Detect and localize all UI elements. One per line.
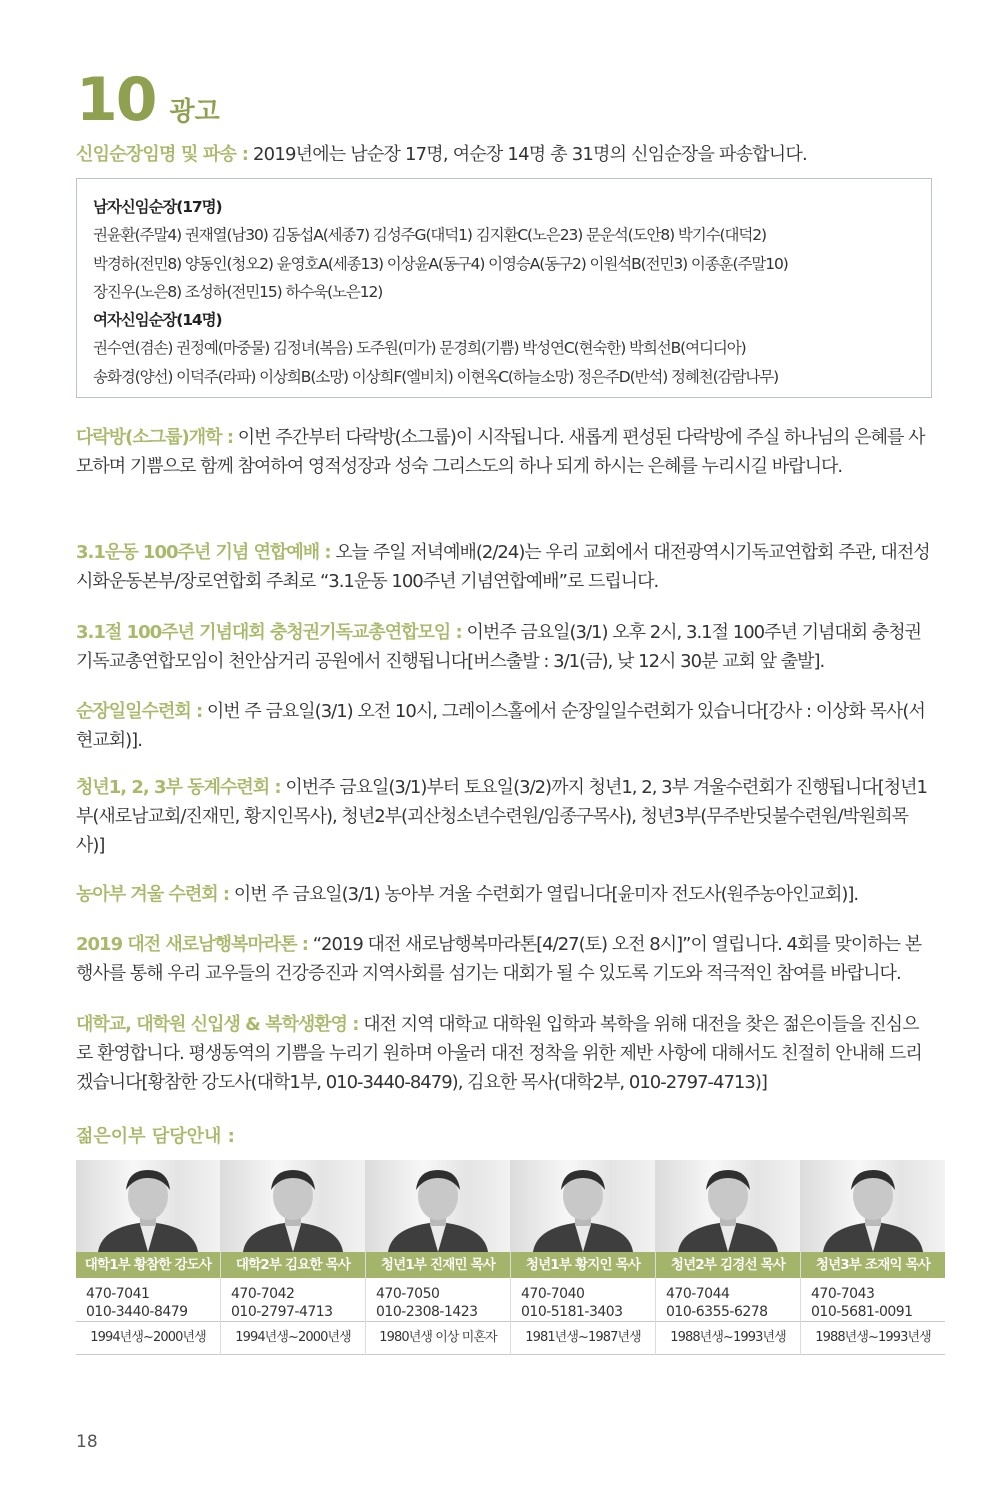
staff-phones bbox=[511, 1278, 655, 1322]
notice-leader-retreat bbox=[76, 697, 934, 755]
staff-photo bbox=[656, 1160, 800, 1252]
staff-mobile: 010-5181-3403 bbox=[521, 1304, 623, 1320]
staff-card bbox=[76, 1160, 221, 1355]
notice-text: 이번주 금요일(3/1)부터 토요일(3/2)까지 청년1, 2, 3부 겨울수련회가 진행됩니다[청년1부(새로남교회/진재민, 황지인목사), 청년2부(괴산청소년수련원/임종구목사), 청년3부(무주반딧불수련원/박원희목사)] bbox=[76, 777, 927, 856]
staff-card bbox=[221, 1160, 366, 1355]
staff-card bbox=[511, 1160, 656, 1355]
notice-label: 대학교, 대학원 신입생 & 복학생환영 : bbox=[76, 1014, 359, 1035]
staff-photo bbox=[76, 1160, 220, 1252]
staff-mobile: 010-2797-4713 bbox=[231, 1304, 333, 1320]
staff-ext: 470-7044 bbox=[666, 1286, 730, 1302]
staff-phones bbox=[656, 1278, 800, 1322]
notice-march1-worship bbox=[76, 538, 934, 596]
staff-mobile: 010-6355-6278 bbox=[666, 1304, 768, 1320]
intro-text: 2019년에는 남순장 17명, 여순장 14명 총 31명의 신임순장을 파송합니다. bbox=[248, 144, 807, 165]
male-leaders-line: 박경하(전민8) 양동인(청오2) 윤영호A(세종13) 이상윤A(동구4) 이영승A(동구2) 이원석B(전민3) 이종훈(주말10) bbox=[93, 254, 788, 273]
staff-ages: 1994년생~2000년생 bbox=[76, 1322, 220, 1355]
staff-ext: 470-7043 bbox=[811, 1286, 875, 1302]
notice-label: 3.1운동 100주년 기념 연합예배 : bbox=[76, 542, 331, 563]
intro-label: 신임순장임명 및 파송 : bbox=[76, 144, 249, 165]
male-leaders-line: 권윤환(주말4) 권재열(남30) 김동섭A(세종7) 김성주G(대덕1) 김지환C(노은23) 문운석(도안8) 박기수(대덕2) bbox=[93, 226, 766, 245]
notice-student-welcome bbox=[76, 1010, 934, 1097]
staff-role: 대학1부 황참한 강도사 bbox=[76, 1252, 220, 1278]
section-title: 광고 bbox=[169, 97, 220, 127]
notice-text: 이번 주 금요일(3/1) 오전 10시, 그레이스홀에서 순장일일수련회가 있습니다[강사 : 이상화 목사(서현교회)]. bbox=[76, 701, 925, 751]
staff-ages: 1988년생~1993년생 bbox=[801, 1322, 945, 1355]
new-leaders-box bbox=[76, 178, 932, 398]
staff-card bbox=[801, 1160, 945, 1355]
page-number: 18 bbox=[76, 1432, 98, 1452]
notice-marathon bbox=[76, 930, 934, 988]
staff-ext: 470-7050 bbox=[376, 1286, 440, 1302]
staff-role: 대학2부 김요한 목사 bbox=[221, 1252, 365, 1278]
staff-photo bbox=[366, 1160, 510, 1252]
staff-phones bbox=[801, 1278, 945, 1322]
notice-label: 농아부 겨울 수련회 : bbox=[76, 884, 230, 905]
notice-label: 청년1, 2, 3부 동계수련회 : bbox=[76, 777, 281, 798]
section-header bbox=[76, 65, 220, 135]
notice-small-group bbox=[76, 423, 934, 481]
section-number: 10 bbox=[76, 65, 156, 135]
staff-ages: 1980년생 이상 미혼자 bbox=[366, 1322, 510, 1355]
staff-title: 젊은이부 담당안내 : bbox=[76, 1126, 235, 1147]
staff-ext: 470-7041 bbox=[86, 1286, 150, 1302]
staff-role: 청년1부 진재민 목사 bbox=[366, 1252, 510, 1278]
staff-mobile: 010-2308-1423 bbox=[376, 1304, 478, 1320]
staff-mobile: 010-3440-8479 bbox=[86, 1304, 188, 1320]
notice-label: 2019 대전 새로남행복마라톤 : bbox=[76, 934, 308, 955]
notice-text: “2019 대전 새로남행복마라톤[4/27(토) 오전 8시]”이 열립니다. 4회를 맞이하는 본 행사를 통해 우리 교우들의 건강증진과 지역사회를 섬기는 대회가 될 수 있도록 기도와 적극적인 참여를 바랍니다. bbox=[76, 934, 922, 984]
staff-phones bbox=[221, 1278, 365, 1322]
intro-line bbox=[76, 140, 956, 166]
staff-table bbox=[76, 1160, 938, 1355]
staff-ages: 1981년생~1987년생 bbox=[511, 1322, 655, 1355]
staff-photo bbox=[511, 1160, 655, 1252]
notice-label: 3.1절 100주년 기념대회 충청권기독교총연합모임 : bbox=[76, 622, 462, 643]
staff-role: 청년2부 김경선 목사 bbox=[656, 1252, 800, 1278]
notice-label: 순장일일수련회 : bbox=[76, 701, 203, 722]
notice-label: 다락방(소그룹)개학 : bbox=[76, 427, 234, 448]
notice-deaf-retreat bbox=[76, 880, 934, 909]
staff-card bbox=[366, 1160, 511, 1355]
male-leaders-title: 남자신임순장(17명) bbox=[93, 198, 222, 216]
staff-ages: 1988년생~1993년생 bbox=[656, 1322, 800, 1355]
staff-phones bbox=[366, 1278, 510, 1322]
staff-mobile: 010-5681-0091 bbox=[811, 1304, 913, 1320]
notice-march1-assembly bbox=[76, 618, 934, 676]
notice-text: 이번주 금요일(3/1) 오후 2시, 3.1절 100주년 기념대회 충청권기독교총연합모임이 천안삼거리 공원에서 진행됩니다[버스출발 : 3/1(금), 낮 12시 30분 교회 앞 출발]. bbox=[76, 622, 922, 672]
female-leaders-title: 여자신임순장(14명) bbox=[93, 311, 222, 330]
staff-card bbox=[656, 1160, 801, 1355]
staff-ext: 470-7040 bbox=[521, 1286, 585, 1302]
staff-photo bbox=[221, 1160, 365, 1252]
staff-role: 청년3부 조재익 목사 bbox=[801, 1252, 945, 1278]
male-leaders-line: 장진우(노은8) 조성하(전민15) 하수욱(노은12) bbox=[93, 282, 383, 301]
notice-text: 이번 주간부터 다락방(소그룹)이 시작됩니다. 새롭게 편성된 다락방에 주실 하나님의 은혜를 사모하며 기쁨으로 함께 참여하여 영적성장과 성숙 그리스도의 하나 되게 하시는 은혜를 누리시길 바랍니다. bbox=[76, 427, 925, 477]
female-leaders-line: 송화경(양선) 이덕주(라파) 이상희B(소망) 이상희F(엘비치) 이현옥C(하늘소망) 정은주D(반석) 정혜천(감람나무) bbox=[93, 367, 779, 386]
staff-role: 청년1부 황지인 목사 bbox=[511, 1252, 655, 1278]
notice-text: 이번 주 금요일(3/1) 농아부 겨울 수련회가 열립니다[윤미자 전도사(원주농아인교회)]. bbox=[229, 884, 859, 905]
staff-ages: 1994년생~2000년생 bbox=[221, 1322, 365, 1355]
staff-photo bbox=[801, 1160, 945, 1252]
staff-phones bbox=[76, 1278, 220, 1322]
notice-youth-retreat bbox=[76, 773, 934, 860]
notice-text: 대전 지역 대학교 대학원 입학과 복학을 위해 대전을 찾은 젊은이들을 진심으로 환영합니다. 평생동역의 기쁨을 누리기 원하며 아울러 대전 정착을 위한 제반 사항에 대해서도 친절히 안내해 드리겠습니다[황참한 강도사(대학1부, 010-3440-8479), 김요한 목사(대학2부, 010-2797-4713)] bbox=[76, 1014, 922, 1093]
staff-ext: 470-7042 bbox=[231, 1286, 295, 1302]
female-leaders-line: 권수연(겸손) 권정예(마중물) 김정녀(복음) 도주원(미가) 문경희(기쁨) 박성연C(현숙한) 박희선B(여디디아) bbox=[93, 339, 746, 358]
notice-text: 오늘 주일 저녁예배(2/24)는 우리 교회에서 대전광역시기독교연합회 주관, 대전성시화운동본부/장로연합회 주최로 “3.1운동 100주년 기념연합예배”로 드립니다. bbox=[76, 542, 930, 592]
